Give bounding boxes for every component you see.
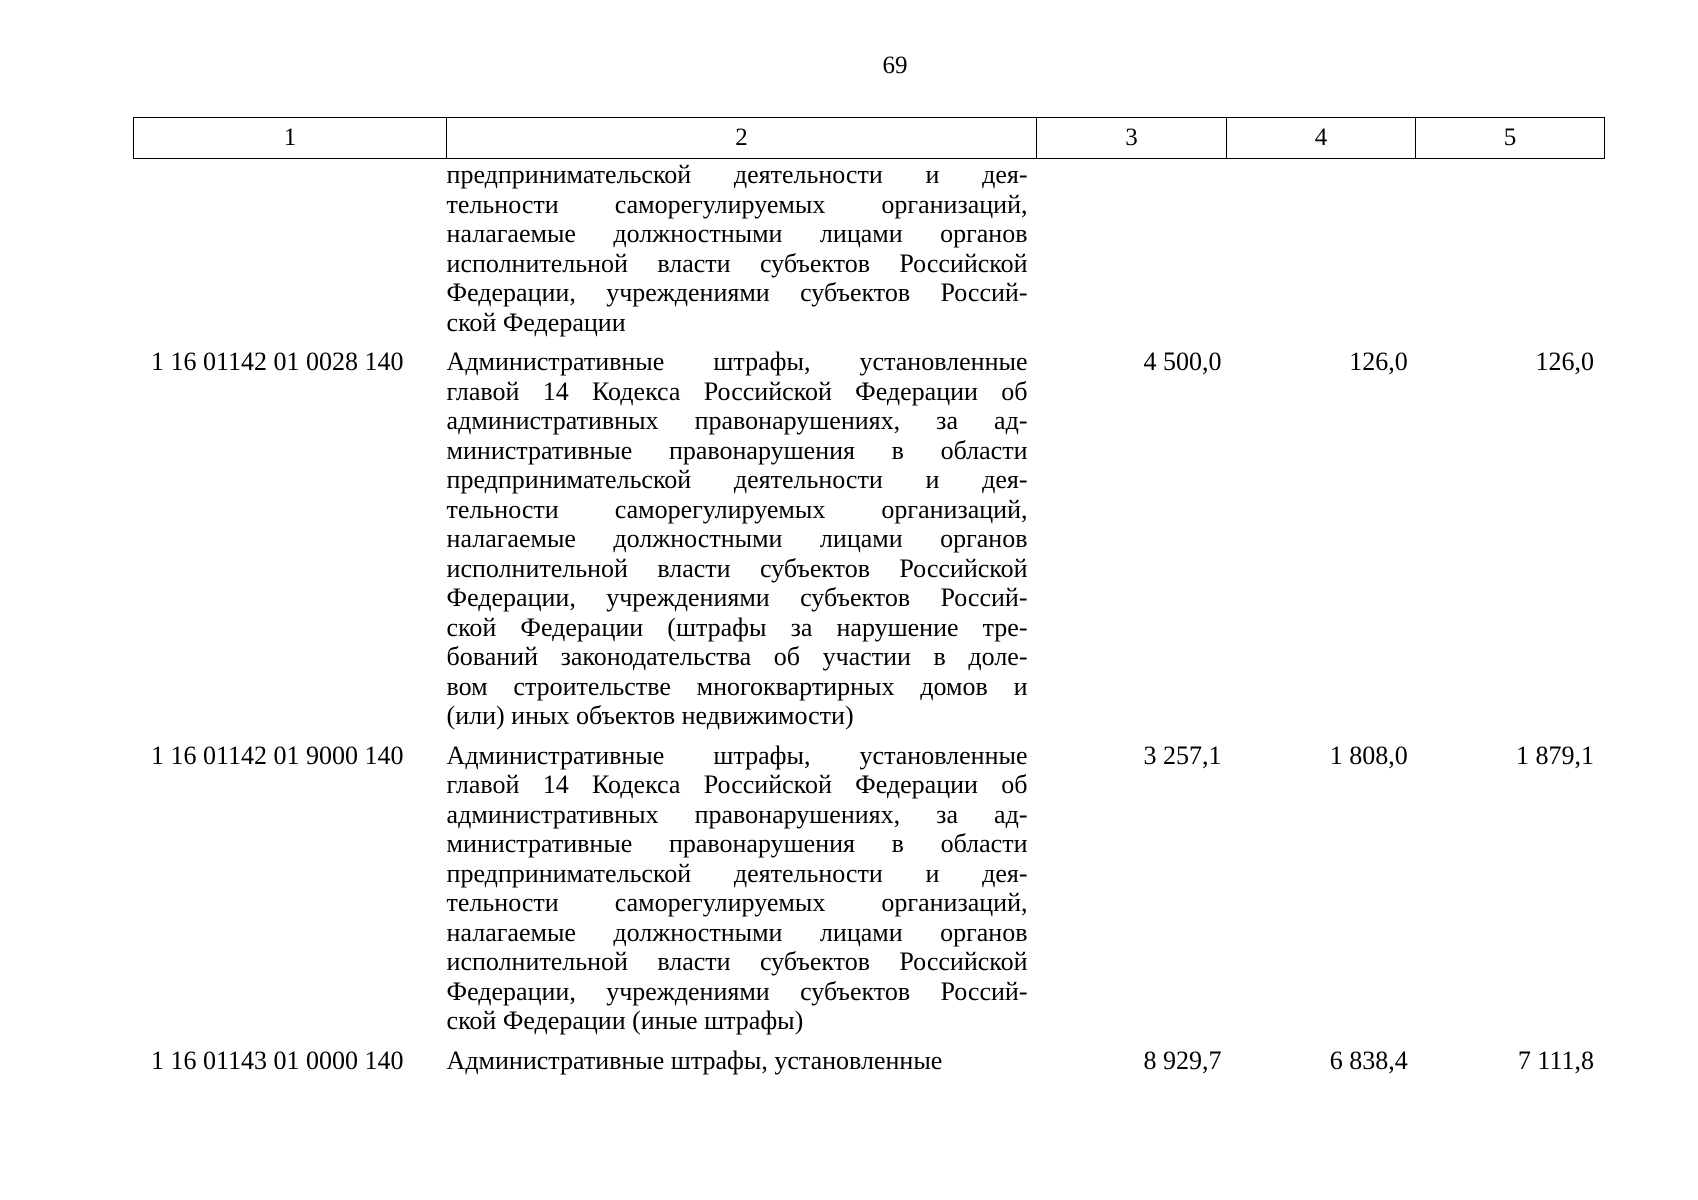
description-line: Федерации, учреждениями субъектов Россий- <box>446 976 1028 1006</box>
table-row <box>133 347 1604 731</box>
description-line: тельности саморегулируемых организаций, <box>446 494 1028 524</box>
row-value-col5: 7 111,8 <box>1517 1045 1594 1075</box>
header-col-5: 5 <box>1416 118 1605 159</box>
table-row <box>133 160 1604 337</box>
description-line: министративные правонарушения в области <box>446 435 1028 465</box>
row-code: 1 16 01143 01 0000 140 <box>151 1045 404 1075</box>
description-line: Административные штрафы, установленные <box>446 1045 943 1075</box>
description-line: вом строительстве многоквартирных домов и <box>446 671 1028 701</box>
description-line: предпринимательской деятельности и дея- <box>446 160 1028 189</box>
description-line: бований законодательства об участии в доле- <box>446 642 1028 671</box>
description-line: налагаемые должностными лицами органов <box>446 917 1028 947</box>
row-value-col4: 6 838,4 <box>1329 1045 1408 1075</box>
row-value-col5: 126,0 <box>1535 347 1594 376</box>
description-line: Федерации, учреждениями субъектов Россий- <box>446 278 1028 307</box>
description-line: исполнительной власти субъектов Российской <box>446 947 1028 976</box>
row-code: 1 16 01142 01 9000 140 <box>151 740 404 770</box>
row-description <box>447 347 1028 731</box>
description-line: главой 14 Кодекса Российской Федерации об <box>446 770 1028 799</box>
row-description <box>447 741 1028 1036</box>
description-line: Федерации, учреждениями субъектов Россий- <box>446 583 1028 612</box>
description-line: главой 14 Кодекса Российской Федерации об <box>446 376 1028 406</box>
description-line: тельности саморегулируемых организаций, <box>446 888 1028 917</box>
description-line: тельности саморегулируемых организаций, <box>446 189 1028 219</box>
description-line: предпринимательской деятельности и дея- <box>446 858 1028 888</box>
header-col-4: 4 <box>1227 118 1416 159</box>
row-description <box>447 160 1028 337</box>
row-value-col3: 8 929,7 <box>1143 1045 1222 1075</box>
description-line: Административные штрафы, установленные <box>446 347 1028 376</box>
description-line: ской Федерации <box>446 307 626 337</box>
description-line: исполнительной власти субъектов Российской <box>446 553 1028 583</box>
header-col-2: 2 <box>447 118 1037 159</box>
description-line: налагаемые должностными лицами органов <box>446 524 1028 553</box>
description-line: Административные штрафы, установленные <box>446 740 1028 770</box>
row-value-col5: 1 879,1 <box>1515 740 1594 770</box>
row-value-col3: 4 500,0 <box>1143 347 1222 376</box>
row-value-col4: 1 808,0 <box>1329 740 1408 770</box>
row-description <box>447 1046 1028 1076</box>
header-col-1: 1 <box>134 118 447 159</box>
description-line: (или) иных объектов недвижимости) <box>446 701 854 730</box>
table-body <box>133 160 1604 1085</box>
row-code: 1 16 01142 01 0028 140 <box>151 347 404 376</box>
description-line: ской Федерации (иные штрафы) <box>446 1006 804 1035</box>
row-value-col4: 126,0 <box>1349 347 1408 376</box>
description-line: налагаемые должностными лицами органов <box>446 219 1028 248</box>
table-row <box>133 741 1604 1036</box>
description-line: ской Федерации (штрафы за нарушение тре- <box>446 612 1028 642</box>
description-line: исполнительной власти субъектов Российской <box>446 248 1028 278</box>
description-line: административных правонарушениях, за ад- <box>446 406 1028 435</box>
table-header <box>133 117 1605 159</box>
description-line: министративные правонарушения в области <box>446 829 1028 858</box>
page-number: 69 <box>882 52 908 79</box>
row-value-col3: 3 257,1 <box>1143 740 1222 770</box>
description-line: предпринимательской деятельности и дея- <box>446 465 1028 494</box>
description-line: административных правонарушениях, за ад- <box>446 799 1028 829</box>
header-col-3: 3 <box>1037 118 1227 159</box>
table-row <box>133 1046 1604 1076</box>
